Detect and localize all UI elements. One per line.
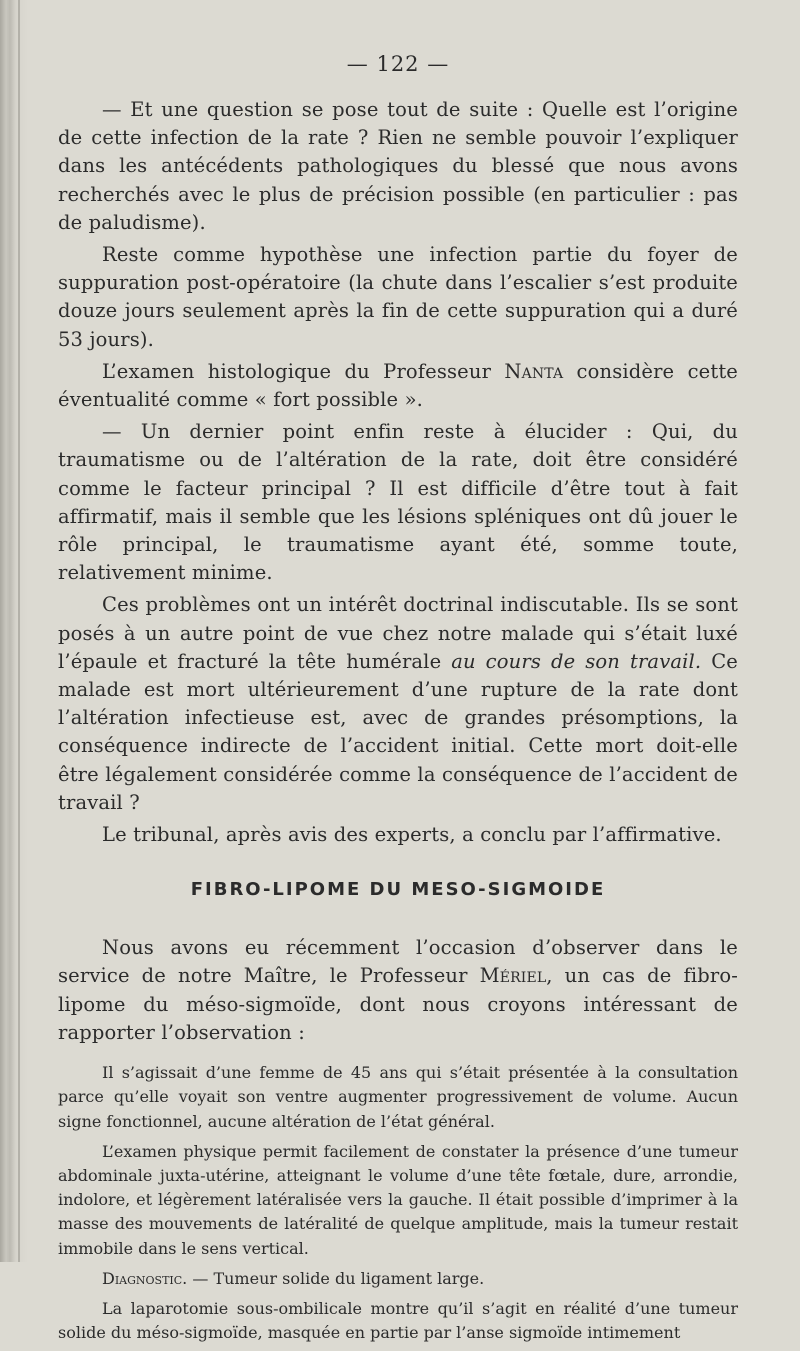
diagnostic-paragraph [58, 1267, 738, 1291]
book-gutter [0, 0, 28, 1262]
section-title: FIBRO-LIPOME DU MESO-SIGMOIDE [190, 879, 606, 901]
diagnostic-text: — Tumeur solide du ligament large. [187, 1268, 485, 1288]
diagnostic-label: Diagnostic. [102, 1268, 188, 1288]
paragraph-tribunal: Le tribunal, après avis des experts, a conclu par l’affirmative. [102, 823, 722, 847]
problemes-after: Ce malade est mort ultérieurement d’une rupture de la rate dont l’altération infectieuse est, avec de grandes présomptions, la conséquence indirecte de l’accident initial. Cette mort doit-elle être légalement considérée comme la conséquence de l’accident de travail ? [58, 649, 738, 814]
paragraph-problemes [58, 591, 738, 817]
page-number: — 122 — [346, 52, 450, 76]
observation-paragraph-1: Il s’agissait d’une femme de 45 ans qui s’était présentée à la consultation parce qu’elle voyait son ventre augmenter progressivement de volume. Aucun signe fonctionnel, aucune altération de l’état général. [58, 1063, 738, 1131]
paragraph-observation-intro [58, 934, 738, 1047]
document-page [58, 52, 738, 1351]
paragraph-dernier-point: — Un dernier point enfin reste à élucider : Qui, du traumatisme ou de l’altération de la rate, doit être considéré comme le facteur principal ? Il est difficile d’être tout à fait affirmatif, mais il semble que les lésions spléniques ont dû jouer le rôle principal, le traumatisme ayant été, somme toute, relativement minime. [58, 420, 738, 585]
author-name-nanta: Nanta [504, 359, 564, 383]
paragraph-histologique [58, 358, 738, 414]
nanta-before: L’examen histologique du Professeur [102, 359, 505, 383]
observation-paragraph-2: L’examen physique permit facilement de constater la présence d’une tumeur abdominale juxta-utérine, atteignant le volume d’une tête fœtale, dure, arrondie, indolore, et légèrement latéralisée vers la gauche. Il était possible d’imprimer à la masse des mouvements de latéralité de quelque amplitude, mais la tumeur restait immobile dans le sens vertical. [58, 1141, 738, 1258]
nanta-after: considère cette éventualité comme « fort possible ». [58, 359, 738, 412]
problemes-italic: au cours de son travail. [451, 649, 702, 673]
meriel-before: Nous avons eu récemment l’occasion d’observer dans le service de notre Maître, le Professeur [58, 936, 738, 988]
problemes-before: Ces problèmes ont un intérêt doctrinal indiscutable. Ils se sont posés à un autre point de vue chez notre malade qui s’était luxé l’épaule et fracturé la tête humérale [58, 593, 738, 673]
paragraph-question: — Et une question se pose tout de suite : Quelle est l’origine de cette infection de la rate ? Rien ne semble pouvoir l’expliquer dans les antécédents pathologiques du blessé que nous avons recherchés avec le plus de précision possible (en particulier : pas de paludisme). [58, 98, 738, 234]
meriel-after: , un cas de fibro-lipome du méso-sigmoïde, dont nous croyons intéressant de rapporter l’observation : [58, 964, 738, 1044]
author-name-meriel: Mériel [479, 964, 547, 988]
laparotomie-paragraph: La laparotomie sous-ombilicale montre qu’il s’agit en réalité d’une tumeur solide du méso-sigmoïde, masquée en partie par l’anse sigmoïde intimement [58, 1298, 738, 1343]
paragraph-hypothese: Reste comme hypothèse une infection partie du foyer de suppuration post-opératoire (la chute dans l’escalier s’est produite douze jours seulement après la fin de cette suppuration qui a duré 53 jours). [58, 243, 738, 351]
